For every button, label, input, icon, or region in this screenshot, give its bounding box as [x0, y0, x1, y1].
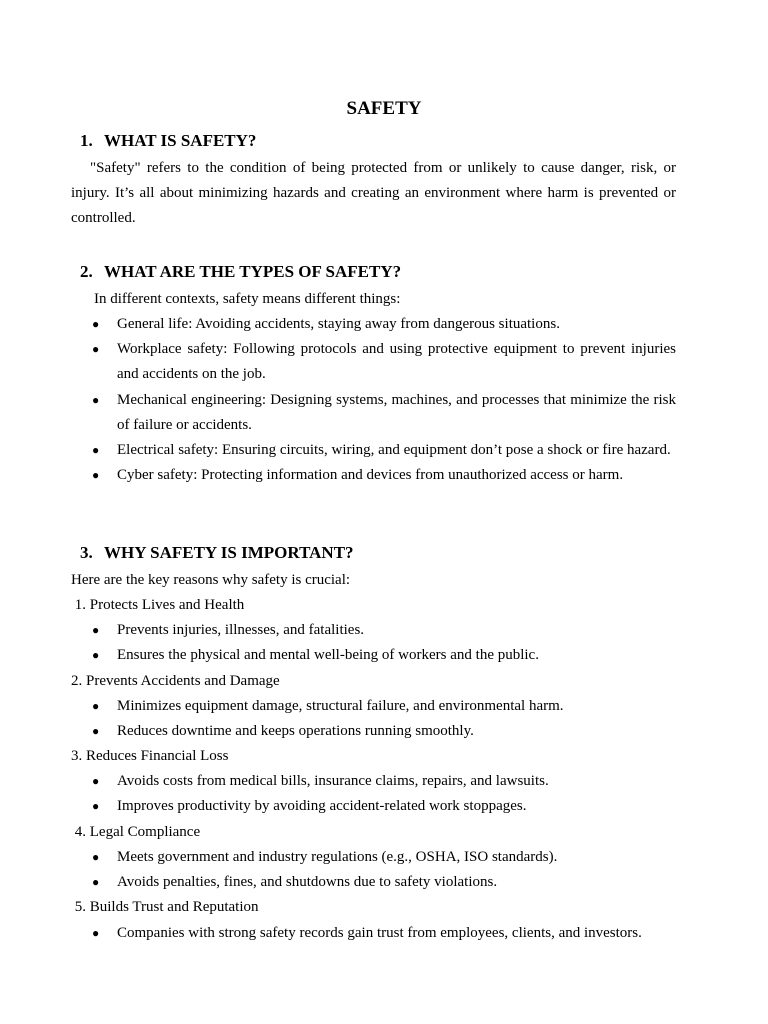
- list-item: [0, 438, 768, 463]
- list-item-text: Mechanical engineering: Designing systems, machines, and processes that minimize the risk of failure or accidents.: [117, 391, 676, 433]
- reason-2-label: 2. Prevents Accidents and Damage: [71, 673, 280, 689]
- reason-1-label: 1. Protects Lives and Health: [71, 597, 245, 613]
- list-item-text: Reduces downtime and keeps operations running smoothly.: [117, 723, 474, 740]
- list-item-text: Companies with strong safety records gain trust from employees, clients, and investors.: [117, 925, 642, 941]
- reason-4-label: 4. Legal Compliance: [71, 824, 201, 840]
- bullet-icon: ●: [92, 648, 100, 663]
- list-item-text: General life: Avoiding accidents, staying away from dangerous situations.: [117, 316, 560, 332]
- types-list: [0, 312, 768, 488]
- bullet-icon: ●: [92, 774, 100, 788]
- section-2-title: WHAT ARE THE TYPES OF SAFETY?: [104, 262, 402, 281]
- document-title: SAFETY: [346, 98, 422, 119]
- list-item-text: Electrical safety: Ensuring circuits, wiring, and equipment don’t pose a shock or fire hazard.: [117, 442, 671, 459]
- reason-3-label: 3. Reduces Financial Loss: [71, 748, 229, 764]
- list-item: [0, 870, 768, 895]
- bullet-icon: ●: [92, 468, 100, 483]
- reason-5-label: 5. Builds Trust and Reputation: [71, 899, 259, 915]
- list-item: [0, 719, 768, 744]
- section-3-title: WHY SAFETY IS IMPORTANT?: [104, 543, 354, 562]
- bullet-icon: ●: [92, 799, 100, 814]
- bullet-icon: ●: [92, 875, 100, 890]
- section-2-number: 2.: [80, 262, 93, 281]
- list-item-text: Avoids penalties, fines, and shutdowns due to safety violations.: [117, 874, 498, 891]
- list-item-text: Cyber safety: Protecting information and devices from unauthorized access or harm.: [117, 467, 624, 484]
- section-2-heading: [80, 262, 401, 282]
- list-item: [0, 463, 768, 488]
- bullet-icon: ●: [92, 699, 100, 713]
- list-item-text: Ensures the physical and mental well-being of workers and the public.: [117, 647, 539, 664]
- list-item: [0, 694, 768, 719]
- list-item: [0, 618, 768, 643]
- bullet-icon: ●: [92, 623, 100, 637]
- list-item-text: Meets government and industry regulations (e.g., OSHA, ISO standards).: [117, 849, 558, 865]
- bullet-icon: ●: [92, 850, 100, 864]
- section-1-number: 1.: [80, 131, 93, 150]
- list-item-text: Prevents injuries, illnesses, and fatalities.: [117, 622, 365, 638]
- bullet-icon: ●: [92, 724, 100, 739]
- list-item: [0, 388, 768, 438]
- bullet-icon: ●: [92, 342, 100, 357]
- list-item: [0, 794, 768, 819]
- list-item: [0, 312, 768, 337]
- reason-5-list: [0, 921, 768, 946]
- section-3-heading: [80, 543, 354, 563]
- list-item-text: Avoids costs from medical bills, insurance claims, repairs, and lawsuits.: [117, 773, 549, 789]
- section-2-intro: In different contexts, safety means different things:: [94, 291, 401, 307]
- reason-1-list: [0, 618, 768, 668]
- reason-4-list: [0, 845, 768, 895]
- list-item-text: Improves productivity by avoiding accident-related work stoppages.: [117, 798, 527, 815]
- section-3-number: 3.: [80, 543, 93, 562]
- list-item: [0, 769, 768, 794]
- reason-2-list: [0, 694, 768, 744]
- section-1-paragraph: "Safety" refers to the condition of being protected from or unlikely to cause danger, risk, or injury. It’s all about minimizing hazards and creating an environment where harm is prevented or controlled.: [71, 160, 676, 227]
- reason-3-list: [0, 769, 768, 819]
- section-1-title: WHAT IS SAFETY?: [104, 131, 257, 150]
- list-item-text: Minimizes equipment damage, structural failure, and environmental harm.: [117, 698, 564, 714]
- list-item: [0, 337, 768, 387]
- list-item: [0, 845, 768, 870]
- bullet-icon: ●: [92, 317, 100, 331]
- section-3-intro: Here are the key reasons why safety is crucial:: [71, 572, 351, 588]
- bullet-icon: ●: [92, 926, 100, 940]
- list-item: [0, 643, 768, 668]
- list-item-text: Workplace safety: Following protocols and using protective equipment to prevent injuries and accidents on the job.: [117, 341, 676, 383]
- bullet-icon: ●: [92, 443, 100, 458]
- bullet-icon: ●: [92, 392, 100, 407]
- list-item: [0, 921, 768, 946]
- section-1-heading: [80, 131, 256, 151]
